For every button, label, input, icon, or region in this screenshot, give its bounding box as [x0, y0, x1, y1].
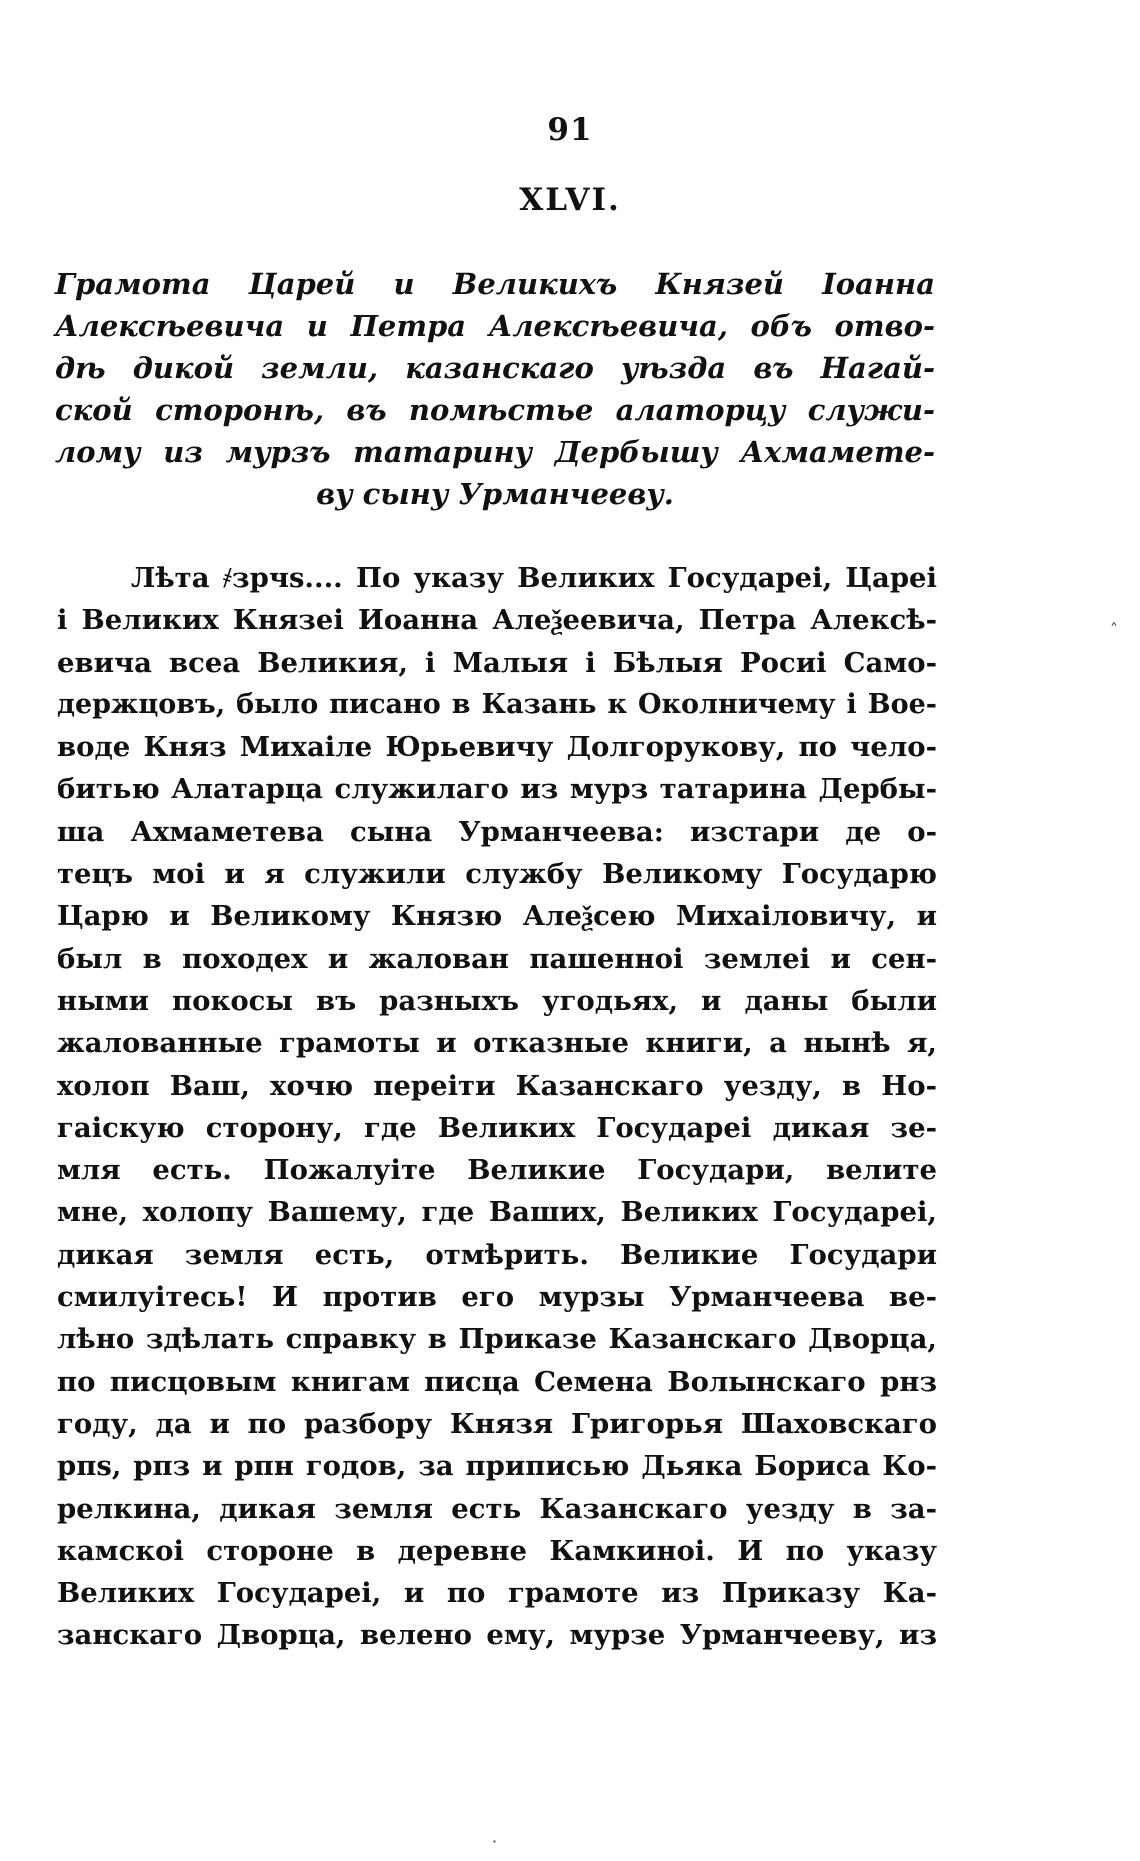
body-line: ша Ахмаметева сына Урманчеева: изстари де о-: [57, 815, 937, 848]
body-line: мля есть. Пожалуіте Великие Государи, велите: [57, 1154, 937, 1187]
body-line: лѣно здѣлать справку в Приказе Казанскаго Дворца,: [57, 1323, 937, 1356]
body-line: битью Алатарца служилаго из мурз татарина Дербы-: [57, 773, 937, 806]
body-line: воде Княз Михаіле Юрьевичу Долгорукову, по чело-: [57, 731, 937, 764]
body-line: держцовъ, было писано в Казань к Околничему і Вое-: [57, 688, 937, 720]
body-line: Великих Государеі, и по грамоте из Приказу Ка-: [57, 1577, 937, 1610]
body-line: занскаго Дворца, велено ему, мурзе Урманчееву, из: [57, 1619, 937, 1652]
body-line: тецъ моі и я служили службу Великому Государю: [57, 858, 937, 891]
title-line: ву сыну Урманчееву.: [316, 477, 674, 511]
page-number: 91: [547, 112, 593, 148]
body-line: холоп Ваш, хочю переіти Казанскаго уезду, в Но-: [57, 1069, 937, 1102]
body-line: жалованные грамоты и отказные книги, а нынѣ я,: [57, 1027, 937, 1060]
body-line: гаіскую сторону, где Великих Государеі дикая зе-: [57, 1111, 937, 1144]
body-line: евича всеа Великия, і Малыя і Бѣлыя Росиі Само-: [57, 646, 937, 679]
body-line: Лѣта ҂зрчѕ.... По указу Великих Государеі, Цареі: [131, 562, 937, 594]
body-line: і Великих Князеі Иоанна Алеѯеевича, Петра Алексѣ-: [57, 604, 937, 637]
body-line: ными покосы въ разныхъ угодьях, и даны были: [57, 984, 937, 1017]
body-line: мне, холопу Вашему, где Ваших, Великих Государеі,: [57, 1196, 937, 1229]
margin-mark: ˄: [1110, 620, 1118, 639]
title-line: лому из мурзъ татарину Дербышу Ахмамете-: [55, 435, 935, 469]
margin-mark: ·: [492, 1832, 498, 1851]
body-line: рпѕ, рпз и рпн годов, за приписью Дьяка Бориса Ко-: [57, 1450, 937, 1483]
title-line: ской сторонѣ, въ помѣстье алаторцу служи-: [55, 393, 935, 427]
section-numeral: XLVI.: [519, 182, 621, 218]
body-line: Царю и Великому Князю Алеѯсею Михаіловичу, и: [57, 900, 937, 933]
title-line: дѣ дикой земли, казанскаго уѣзда въ Нагай-: [55, 351, 935, 385]
body-text: [57, 557, 937, 1657]
body-line: году, да и по разбору Князя Григорья Шаховскаго: [57, 1407, 937, 1440]
body-line: был в походех и жалован пашенноі землеі и сен-: [57, 942, 937, 975]
body-line: релкина, дикая земля есть Казанскаго уезду в за-: [57, 1492, 937, 1525]
title-line: Алексѣевича и Петра Алексѣевича, объ отво-: [55, 309, 935, 343]
document-title: [55, 263, 935, 515]
body-line: дикая земля есть, отмѣрить. Великие Государи: [57, 1238, 937, 1271]
body-line: по писцовым книгам писца Семена Волынскаго рнз: [57, 1365, 937, 1398]
title-line: Грамота Царей и Великихъ Князей Іоанна: [55, 267, 935, 301]
body-line: камскоі стороне в деревне Камкиноі. И по указу: [57, 1534, 937, 1567]
body-line: смилуітесь! И против его мурзы Урманчеева ве-: [57, 1281, 937, 1314]
